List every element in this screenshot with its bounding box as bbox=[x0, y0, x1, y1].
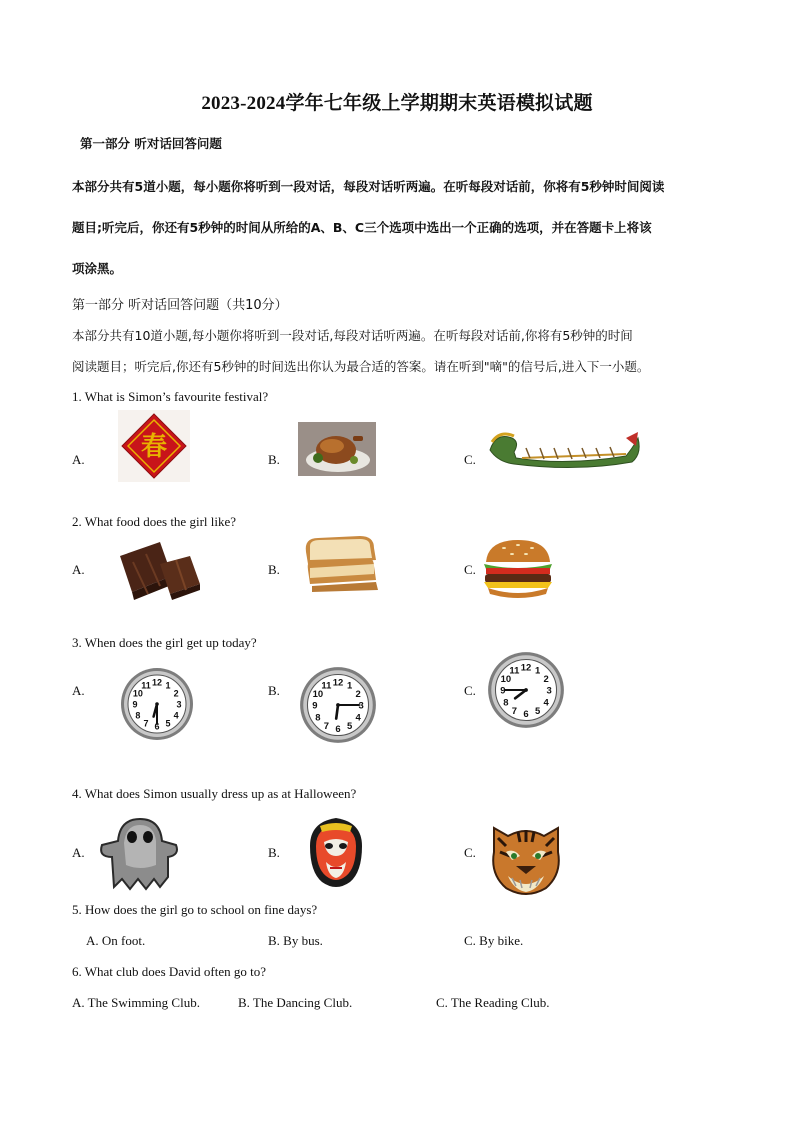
q3-option-b[interactable]: B. bbox=[268, 683, 280, 698]
clock-number: 2 bbox=[173, 688, 179, 699]
clock-number: 11 bbox=[509, 665, 520, 677]
clock-number: 8 bbox=[315, 712, 321, 724]
part1b-heading: 第一部分 听对话回答问题（共10分） bbox=[72, 298, 288, 313]
q5-option-b[interactable]: B. By bus. bbox=[268, 933, 323, 948]
q6-option-b[interactable]: B. The Dancing Club. bbox=[238, 995, 353, 1010]
clock-number: 12 bbox=[520, 662, 532, 674]
clock-number: 7 bbox=[323, 720, 330, 732]
part1-instruction-line2: 题目;听完后，你还有5秒钟的时间从所给的A、B、C三个选项中选出一个正确的选项，并在答题卡上将该 bbox=[72, 220, 652, 235]
clock-number: 3 bbox=[358, 700, 364, 712]
q1-option-b[interactable]: B. bbox=[268, 452, 280, 467]
roast-chicken-icon bbox=[298, 422, 376, 476]
clock-number: 10 bbox=[500, 674, 512, 686]
q1-option-a[interactable]: A. bbox=[72, 452, 85, 467]
part1-instruction-line1: 本部分共有5道小题，每小题你将听到一段对话，每段对话听两遍。在听每段对话前，你将有5秒钟时间阅读 bbox=[72, 179, 665, 194]
question-5: 5. How does the girl go to school on fine days? bbox=[72, 902, 318, 917]
clock-number: 3 bbox=[546, 685, 552, 697]
clock-hour-hand bbox=[336, 705, 338, 719]
clock-number: 9 bbox=[312, 700, 318, 712]
ghost-icon bbox=[96, 815, 182, 891]
q6-option-c[interactable]: C. The Reading Club. bbox=[436, 995, 550, 1010]
clock-icon-c bbox=[486, 650, 566, 730]
fu-char: 春 bbox=[140, 432, 168, 462]
clock-number: 8 bbox=[135, 710, 141, 721]
clock-number: 7 bbox=[143, 718, 149, 729]
part1b-instruction-line2: 阅读题目；听完后,你还有5秒钟的时间选出你认为最合适的答案。请在听到"嘀"的信号后,进入下一小题。 bbox=[72, 359, 650, 374]
clock-number: 5 bbox=[534, 705, 541, 717]
clock-number: 2 bbox=[543, 674, 549, 686]
bread-icon bbox=[300, 530, 384, 592]
part1-instruction-line3: 项涂黑。 bbox=[72, 261, 123, 276]
clock-number: 5 bbox=[346, 720, 353, 732]
q4-option-a[interactable]: A. bbox=[72, 845, 85, 860]
clock-number: 9 bbox=[132, 699, 138, 710]
q2-option-c[interactable]: C. bbox=[464, 562, 476, 577]
part1-heading: 第一部分 听对话回答问题 bbox=[80, 136, 222, 151]
clock-number: 12 bbox=[151, 677, 163, 688]
chocolate-icon bbox=[110, 536, 202, 602]
q3-option-c[interactable]: C. bbox=[464, 683, 476, 698]
clock-number: 1 bbox=[346, 680, 353, 692]
clock-number: 6 bbox=[523, 708, 529, 720]
clock-number: 10 bbox=[132, 688, 143, 699]
q3-option-a[interactable]: A. bbox=[72, 683, 85, 698]
monkey-king-mask-icon bbox=[306, 816, 366, 892]
page-title: 2023-2024学年七年级上学期期末英语模拟试题 bbox=[201, 93, 593, 114]
clock-number: 1 bbox=[534, 665, 541, 677]
clock-number: 8 bbox=[503, 697, 509, 709]
hamburger-icon bbox=[480, 536, 556, 600]
tiger-mask-icon bbox=[484, 818, 568, 898]
clock-icon-a bbox=[119, 666, 195, 742]
part1b-instruction-line1: 本部分共有10道小题,每小题你将听到一段对话,每段对话听两遍。在听每段对话前,你将有5秒钟的时间 bbox=[72, 328, 633, 343]
clock-number: 9 bbox=[500, 685, 506, 697]
clock-number: 7 bbox=[511, 705, 518, 717]
q1-option-c[interactable]: C. bbox=[464, 452, 476, 467]
q2-option-b[interactable]: B. bbox=[268, 562, 280, 577]
clock-number: 11 bbox=[141, 680, 151, 691]
q2-option-a[interactable]: A. bbox=[72, 562, 85, 577]
q6-option-a[interactable]: A. The Swimming Club. bbox=[72, 995, 200, 1010]
question-3: 3. When does the girl get up today? bbox=[72, 635, 257, 650]
clock-number: 10 bbox=[312, 689, 324, 701]
clock-number: 1 bbox=[165, 680, 171, 691]
q4-option-c[interactable]: C. bbox=[464, 845, 476, 860]
clock-number: 11 bbox=[321, 680, 332, 692]
q5-option-c[interactable]: C. By bike. bbox=[464, 933, 524, 948]
q4-option-b[interactable]: B. bbox=[268, 845, 280, 860]
clock-number: 5 bbox=[165, 718, 171, 729]
question-4: 4. What does Simon usually dress up as at Halloween? bbox=[72, 786, 357, 801]
clock-number: 3 bbox=[176, 699, 182, 710]
dragon-boat-icon bbox=[486, 428, 642, 474]
clock-number: 12 bbox=[332, 677, 344, 689]
question-1: 1. What is Simon’s favourite festival? bbox=[72, 389, 269, 404]
spring-festival-fu-icon bbox=[118, 410, 190, 482]
clock-number: 4 bbox=[355, 712, 361, 724]
question-6: 6. What club does David often go to? bbox=[72, 964, 266, 979]
clock-number: 6 bbox=[154, 721, 160, 732]
clock-number: 4 bbox=[543, 697, 549, 709]
q5-option-a[interactable]: A. On foot. bbox=[86, 933, 146, 948]
question-2: 2. What food does the girl like? bbox=[72, 514, 237, 529]
clock-number: 4 bbox=[173, 710, 179, 721]
clock-number: 2 bbox=[355, 689, 361, 701]
clock-icon-b bbox=[298, 665, 378, 745]
clock-number: 6 bbox=[335, 723, 341, 735]
